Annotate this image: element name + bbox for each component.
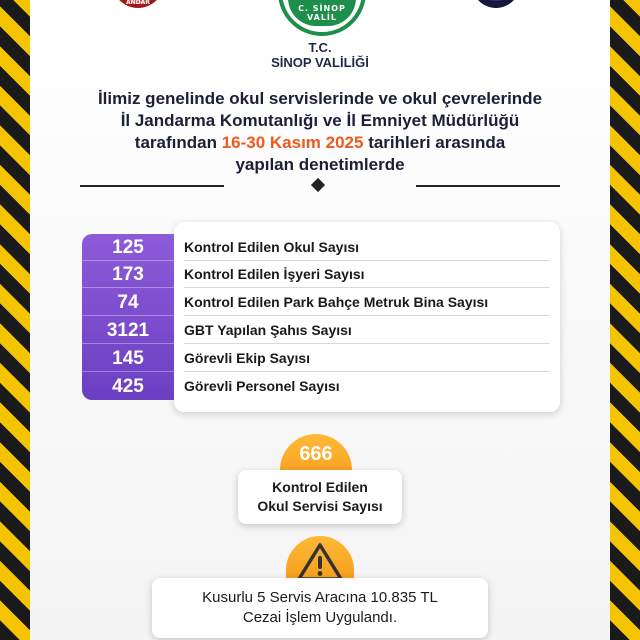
stat-row bbox=[82, 345, 560, 372]
hazard-stripe-left bbox=[0, 0, 30, 640]
headline bbox=[40, 88, 600, 176]
warning-triangle-icon bbox=[296, 542, 344, 582]
service-label-line-2: Okul Servisi Sayısı bbox=[257, 498, 383, 514]
service-label-box bbox=[238, 470, 402, 524]
hazard-stripe-right bbox=[610, 0, 640, 640]
stat-label: GBT Yapılan Şahıs Sayısı bbox=[184, 317, 550, 344]
fine-info-box bbox=[152, 578, 488, 638]
stat-value: 145 bbox=[82, 345, 174, 372]
headline-line-1: İlimiz genelinde okul servislerinde ve okul çevrelerinde bbox=[97, 89, 543, 108]
divider-line-right bbox=[416, 185, 560, 187]
divider-line-left bbox=[80, 185, 224, 187]
stat-value: 3121 bbox=[82, 317, 174, 344]
stat-value: 425 bbox=[112, 376, 144, 397]
headline-line-4: yapılan denetimlerde bbox=[235, 155, 405, 174]
stat-row bbox=[82, 317, 560, 344]
service-count-badge: 666 bbox=[280, 434, 352, 488]
stat-row bbox=[82, 234, 560, 261]
jandarma-logo-text: ANDAR bbox=[126, 0, 150, 6]
org-line-1: T.C. bbox=[308, 40, 332, 55]
headline-line-3-pre: tarafından bbox=[134, 133, 222, 152]
headline-line-2: İl Jandarma Komutanlığı ve İl Emniyet Müdürlüğü bbox=[120, 111, 520, 130]
stat-row bbox=[82, 261, 560, 288]
org-line-2: SİNOP VALİLİĞİ bbox=[271, 55, 369, 70]
headline-line-3 bbox=[40, 132, 600, 154]
stat-label: Kontrol Edilen Park Bahçe Metruk Bina Sayısı bbox=[184, 289, 550, 316]
stat-value: 74 bbox=[82, 289, 174, 316]
service-label-line-1: Kontrol Edilen bbox=[272, 479, 368, 495]
fine-line-2: Cezai İşlem Uygulandı. bbox=[242, 609, 398, 626]
headline-line-3-post: tarihleri arasında bbox=[363, 133, 506, 152]
stat-value: 173 bbox=[82, 261, 174, 288]
stat-label: Kontrol Edilen İşyeri Sayısı bbox=[184, 261, 550, 288]
stat-value: 125 bbox=[82, 234, 174, 261]
organization-title bbox=[0, 40, 640, 70]
stats-table bbox=[82, 222, 560, 412]
stat-row bbox=[82, 289, 560, 316]
stat-row bbox=[82, 373, 560, 400]
stat-label: Kontrol Edilen Okul Sayısı bbox=[184, 234, 550, 261]
stat-label: Görevli Ekip Sayısı bbox=[184, 345, 550, 372]
headline-date-range: 16-30 Kasım 2025 bbox=[221, 133, 364, 152]
ornament-divider bbox=[80, 182, 560, 190]
stat-label: Görevli Personel Sayısı bbox=[184, 378, 340, 394]
fine-line-1: Kusurlu 5 Servis Aracına 10.835 TL bbox=[202, 589, 438, 606]
logo-text: C. SİNOP VALİL bbox=[298, 4, 346, 22]
